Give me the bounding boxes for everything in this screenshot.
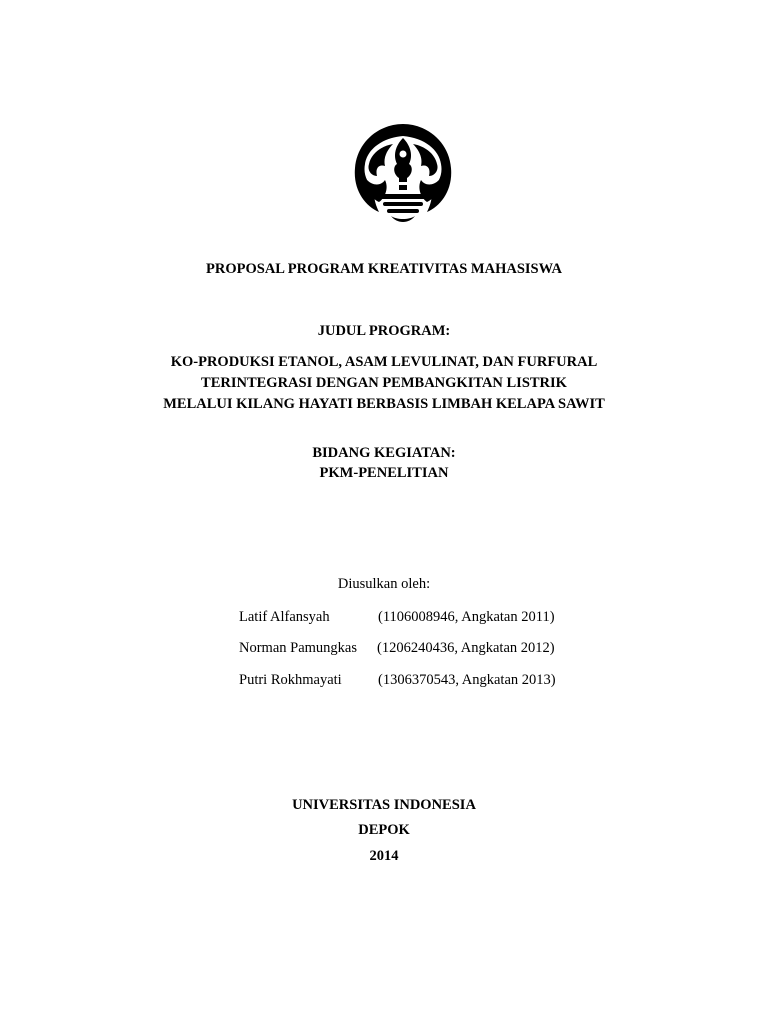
program-title-line-1: KO-PRODUKSI ETANOL, ASAM LEVULINAT, DAN FURFURAL <box>170 354 598 370</box>
proposers-heading: Diusulkan oleh: <box>337 576 431 592</box>
proposer-info: (1306370543, Angkatan 2013) <box>378 672 556 688</box>
proposer-name: Putri Rokhmayati <box>239 672 342 688</box>
activity-heading: BIDANG KEGIATAN: <box>312 445 456 461</box>
proposer-name: Latif Alfansyah <box>239 609 330 625</box>
proposer-name: Norman Pamungkas <box>239 640 357 656</box>
activity-value: PKM-PENELITIAN <box>319 465 449 481</box>
program-title-line-3: MELALUI KILANG HAYATI BERBASIS LIMBAH KELAPA SAWIT <box>163 396 605 412</box>
program-heading: JUDUL PROGRAM: <box>317 323 451 339</box>
year: 2014 <box>369 848 399 864</box>
proposal-title: PROPOSAL PROGRAM KREATIVITAS MAHASISWA <box>206 261 562 277</box>
program-title-line-2: TERINTEGRASI DENGAN PEMBANGKITAN LISTRIK <box>201 375 567 391</box>
institution-name: UNIVERSITAS INDONESIA <box>292 797 476 813</box>
university-emblem-logo <box>349 120 457 230</box>
proposer-info: (1206240436, Angkatan 2012) <box>377 640 555 656</box>
city-name: DEPOK <box>358 822 410 838</box>
proposer-info: (1106008946, Angkatan 2011) <box>378 609 555 625</box>
